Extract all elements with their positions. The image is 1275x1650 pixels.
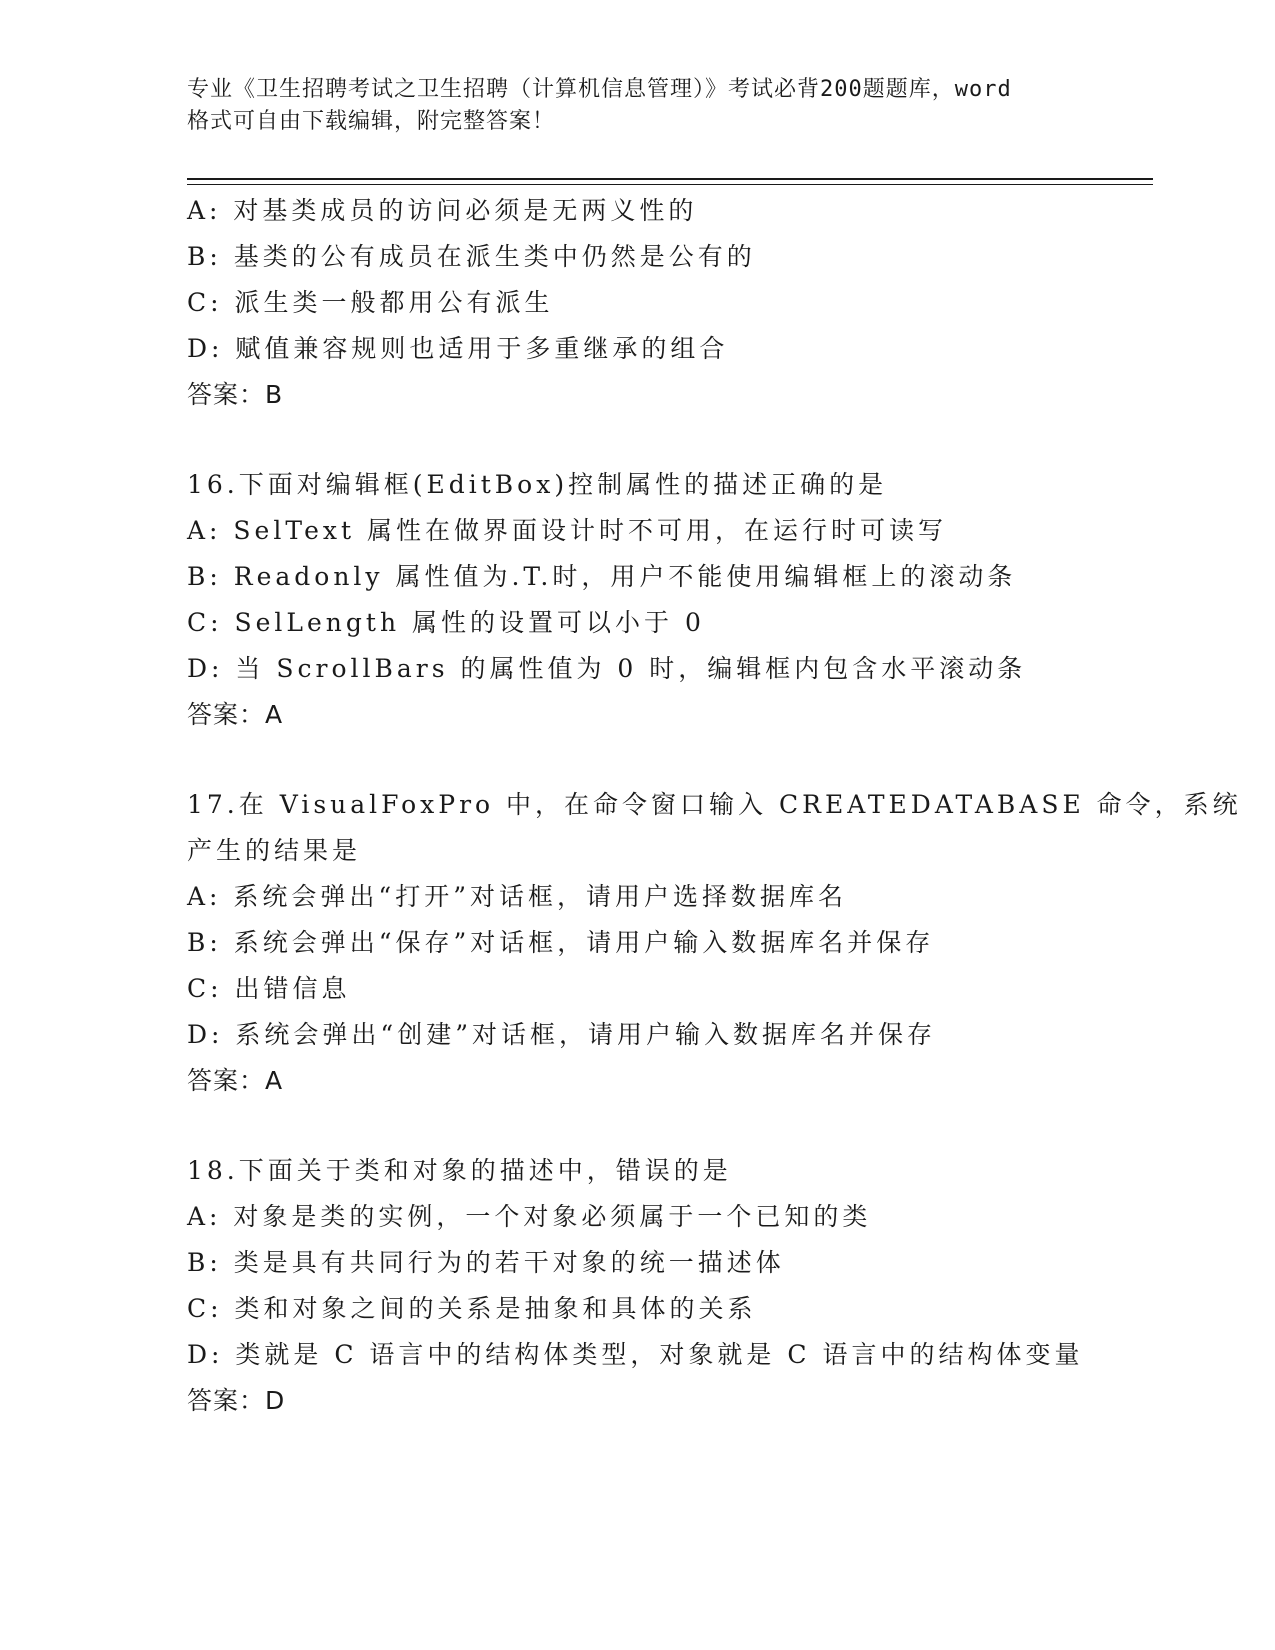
question-18	[187, 1148, 1087, 1424]
option-a: A: 对基类成员的访问必须是无两义性的	[187, 196, 698, 225]
answer-label: 答案：D	[187, 1386, 286, 1415]
answer-label: 答案：A	[187, 700, 284, 729]
option-a: A: 对象是类的实例，一个对象必须属于一个已知的类	[187, 1202, 872, 1231]
option-d: D: 系统会弹出“创建”对话框，请用户输入数据库名并保存	[187, 1020, 936, 1049]
question-text-line-2: 产生的结果是	[187, 836, 362, 865]
document-header	[187, 74, 1087, 138]
question-17	[187, 782, 1242, 1104]
option-c: C: 派生类一般都用公有派生	[187, 288, 554, 317]
option-d: D: 类就是 C 语言中的结构体类型，对象就是 C 语言中的结构体变量	[187, 1340, 1084, 1369]
header-divider-thick	[187, 178, 1153, 180]
option-a: A: 系统会弹出“打开”对话框，请用户选择数据库名	[187, 882, 847, 911]
option-c: C: 出错信息	[187, 974, 351, 1003]
header-title-line-2: 格式可自由下载编辑，附完整答案！	[187, 109, 556, 134]
question-list	[187, 188, 1242, 1424]
option-a: A: SelText 属性在做界面设计时不可用，在运行时可读写	[187, 516, 947, 545]
option-b: B: 类是具有共同行为的若干对象的统一描述体	[187, 1248, 785, 1277]
option-b: B: 基类的公有成员在派生类中仍然是公有的	[187, 242, 756, 271]
option-d: D: 当 ScrollBars 的属性值为 0 时，编辑框内包含水平滚动条	[187, 654, 1027, 683]
question-15	[187, 188, 1087, 418]
question-16	[187, 462, 1087, 738]
option-b: B: Readonly 属性值为.T.时，用户不能使用编辑框上的滚动条	[187, 562, 1017, 591]
option-d: D: 赋值兼容规则也适用于多重继承的组合	[187, 334, 729, 363]
header-title-line-1: 专业《卫生招聘考试之卫生招聘（计算机信息管理）》考试必背200题题库，word	[187, 77, 1012, 102]
question-text: 16.下面对编辑框(EditBox)控制属性的描述正确的是	[187, 470, 888, 499]
header-divider-thin	[187, 184, 1153, 185]
option-b: B: 系统会弹出“保存”对话框，请用户输入数据库名并保存	[187, 928, 935, 957]
option-c: C: SelLength 属性的设置可以小于 0	[187, 608, 705, 637]
answer-label: 答案：A	[187, 1066, 284, 1095]
option-c: C: 类和对象之间的关系是抽象和具体的关系	[187, 1294, 757, 1323]
question-text-line-1: 17.在 VisualFoxPro 中，在命令窗口输入 CREATEDATABASE 命令，系统	[187, 790, 1242, 819]
answer-label: 答案：B	[187, 380, 284, 409]
question-text: 18.下面关于类和对象的描述中，错误的是	[187, 1156, 732, 1185]
